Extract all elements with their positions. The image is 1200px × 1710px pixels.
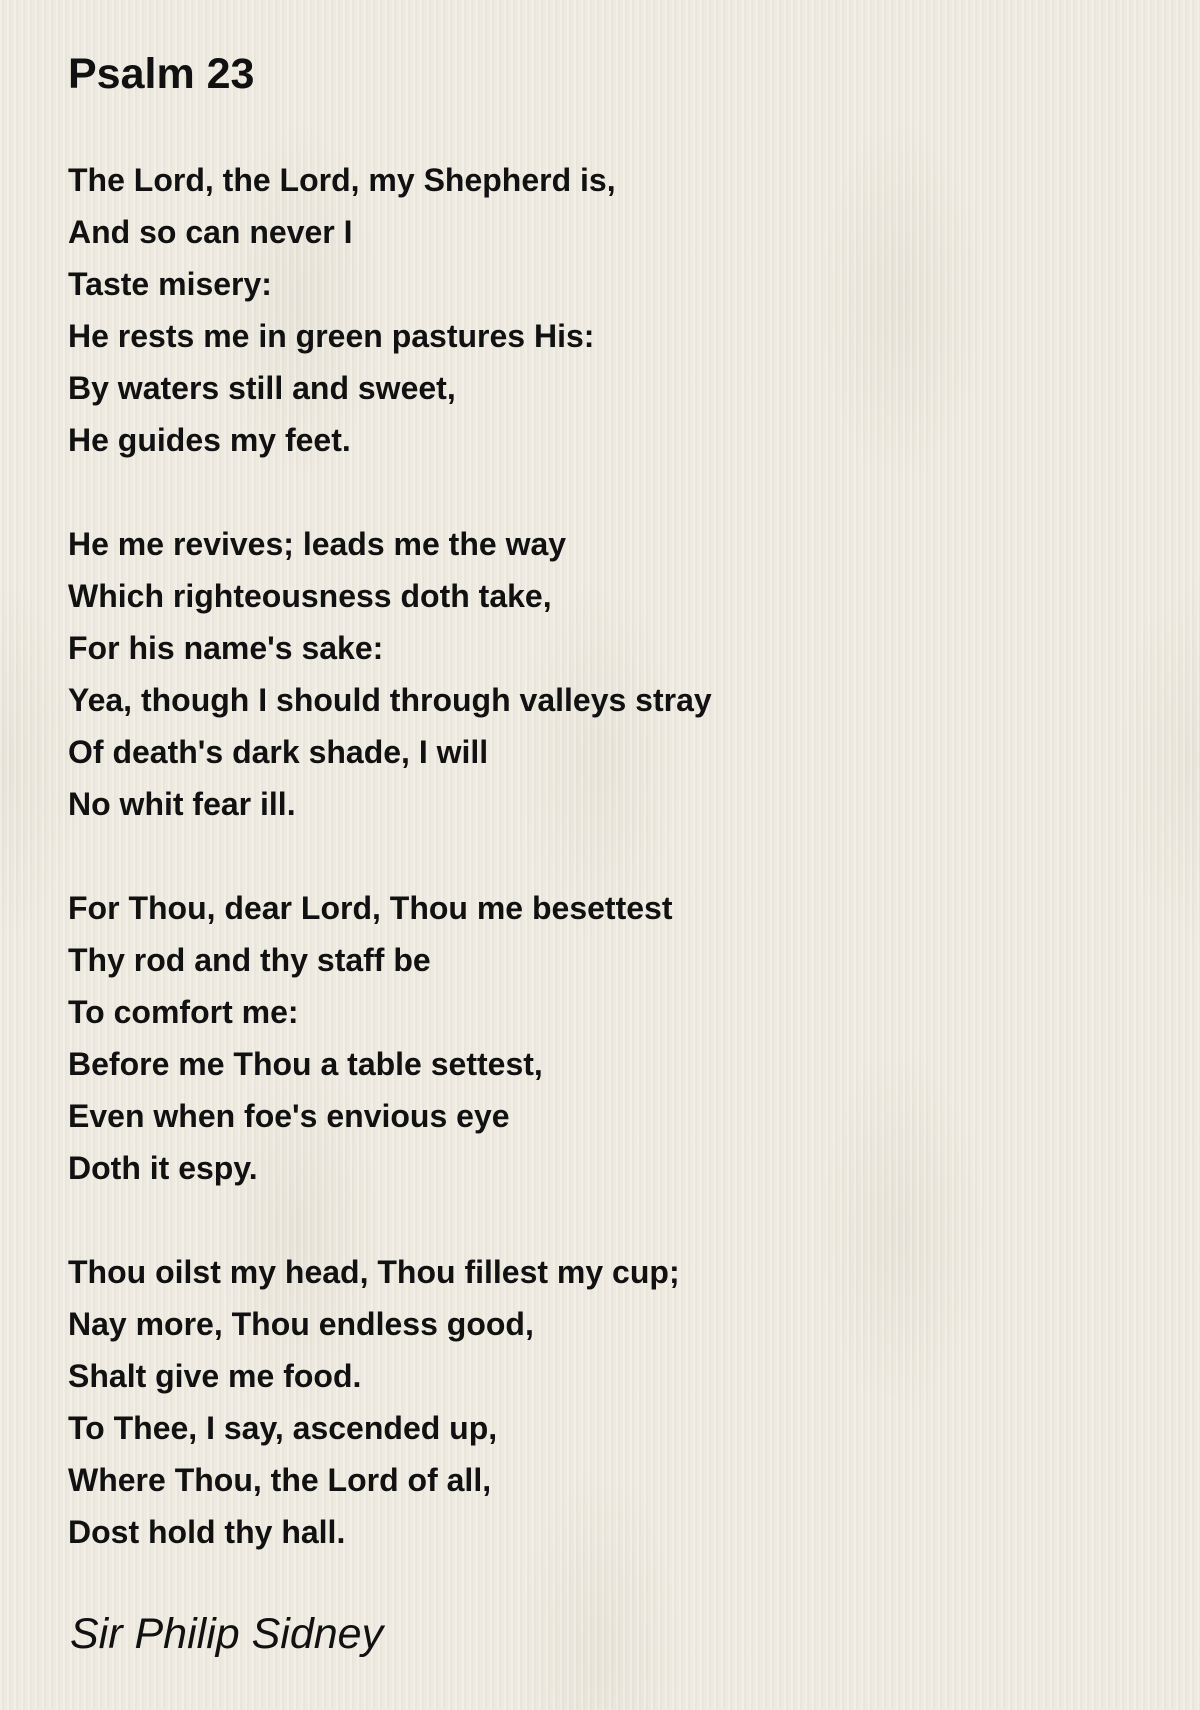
poem-line: No whit fear ill. — [68, 786, 296, 822]
poem-line: He rests me in green pastures His: — [68, 318, 595, 354]
poem-line: Where Thou, the Lord of all, — [68, 1462, 492, 1498]
poem-title: Psalm 23 — [68, 50, 255, 98]
poem-line: Taste misery: — [68, 266, 272, 302]
poem-line: He guides my feet. — [68, 422, 351, 458]
stanza — [68, 882, 712, 1194]
stanza — [68, 518, 712, 830]
poem-line: Shalt give me food. — [68, 1358, 362, 1394]
poem-line: Dost hold thy hall. — [68, 1514, 346, 1550]
poem-line: Doth it espy. — [68, 1150, 258, 1186]
stanza — [68, 154, 712, 466]
poem-line: Yea, though I should through valleys stray — [68, 682, 712, 718]
poem-line: Nay more, Thou endless good, — [68, 1306, 534, 1342]
poem-line: Of death's dark shade, I will — [68, 734, 489, 770]
poem-line: To Thee, I say, ascended up, — [68, 1410, 498, 1446]
poem-line: By waters still and sweet, — [68, 370, 456, 406]
poem-body — [68, 154, 712, 1610]
poem-line: To comfort me: — [68, 994, 299, 1030]
poem-line: He me revives; leads me the way — [68, 526, 567, 562]
stanza — [68, 1246, 712, 1558]
poem-line: For his name's sake: — [68, 630, 384, 666]
poem-line: Thy rod and thy staff be — [68, 942, 431, 978]
poem-line: Which righteousness doth take, — [68, 578, 552, 614]
poem-line: And so can never I — [68, 214, 353, 250]
poem-line: Thou oilst my head, Thou fillest my cup; — [68, 1254, 680, 1290]
poem-author: Sir Philip Sidney — [70, 1610, 384, 1658]
poem-line: The Lord, the Lord, my Shepherd is, — [68, 162, 616, 198]
poem-line: For Thou, dear Lord, Thou me besettest — [68, 890, 673, 926]
poem-line: Even when foe's envious eye — [68, 1098, 510, 1134]
poem-line: Before me Thou a table settest, — [68, 1046, 543, 1082]
